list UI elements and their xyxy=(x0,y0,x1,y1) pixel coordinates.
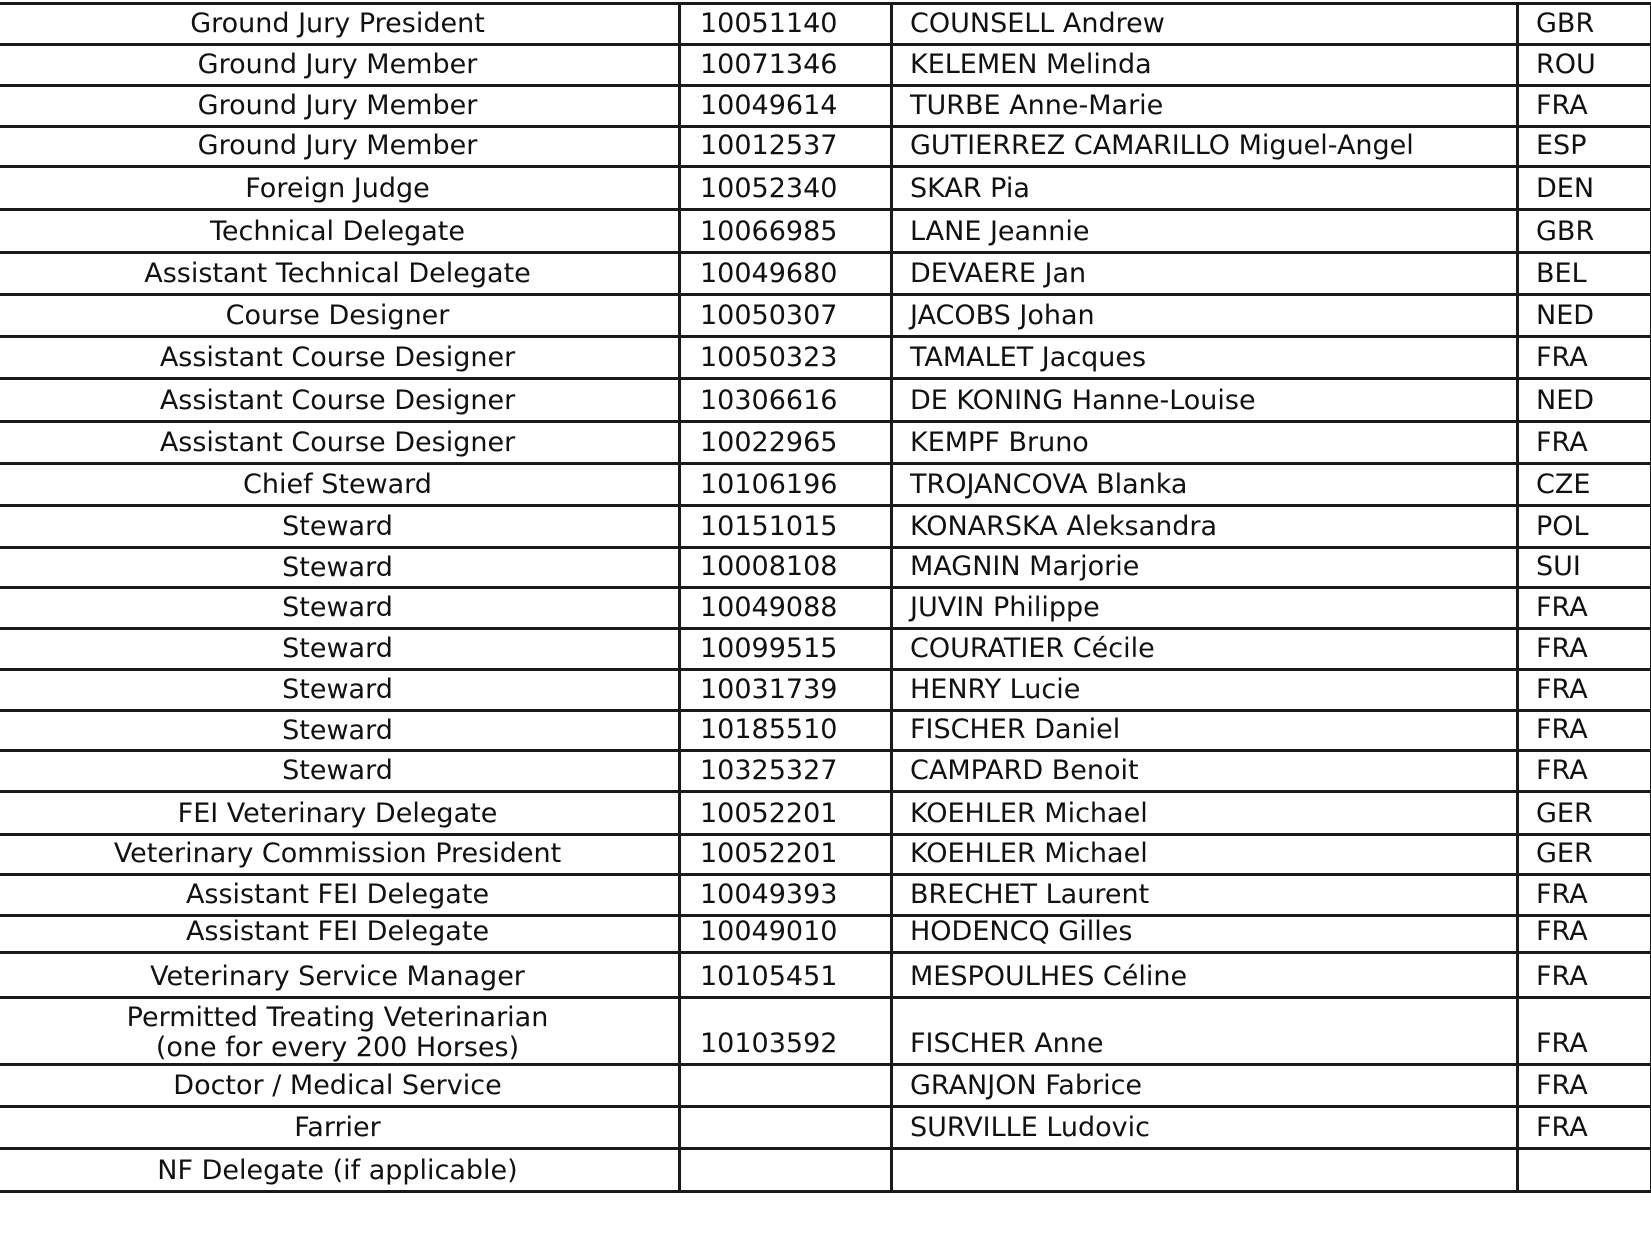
role-cell xyxy=(0,464,680,506)
official-name-cell: MESPOULHES Céline xyxy=(892,953,1518,998)
officials-table-body xyxy=(0,4,1651,1192)
official-name-cell: TURBE Anne-Marie xyxy=(892,86,1518,127)
role-text: Ground Jury Member xyxy=(197,90,478,121)
role-cell xyxy=(0,1149,680,1192)
official-name-cell: KONARSKA Aleksandra xyxy=(892,506,1518,548)
fei-id-cell: 10050307 xyxy=(680,295,892,337)
fei-id-cell: 10099515 xyxy=(680,629,892,670)
fei-id-cell: 10151015 xyxy=(680,506,892,548)
role-cell xyxy=(0,588,680,629)
role-text: FEI Veterinary Delegate xyxy=(177,798,498,829)
official-name-cell: KOEHLER Michael xyxy=(892,792,1518,835)
official-name-cell: GUTIERREZ CAMARILLO Miguel-Angel xyxy=(892,127,1518,167)
role-cell xyxy=(0,422,680,464)
nation-cell: FRA xyxy=(1518,86,1651,127)
official-name-cell xyxy=(892,1149,1518,1192)
nation-cell: FRA xyxy=(1518,1065,1651,1107)
table-row xyxy=(0,953,1651,998)
fei-id-cell: 10031739 xyxy=(680,670,892,711)
role-cell xyxy=(0,127,680,167)
role-text: Ground Jury Member xyxy=(197,49,478,80)
official-name-cell: CAMPARD Benoit xyxy=(892,751,1518,792)
role-text: Steward xyxy=(282,674,393,705)
role-text: Assistant FEI Delegate xyxy=(185,879,490,910)
nation-cell: FRA xyxy=(1518,1107,1651,1149)
official-name-cell: KEMPF Bruno xyxy=(892,422,1518,464)
role-cell xyxy=(0,548,680,588)
nation-cell: GER xyxy=(1518,835,1651,875)
table-row xyxy=(0,295,1651,337)
official-name-cell: GRANJON Fabrice xyxy=(892,1065,1518,1107)
fei-id-cell: 10049010 xyxy=(680,916,892,953)
role-cell xyxy=(0,45,680,86)
official-name-cell: DE KONING Hanne-Louise xyxy=(892,379,1518,422)
nation-cell: FRA xyxy=(1518,953,1651,998)
role-text: Steward xyxy=(282,633,393,664)
role-cell xyxy=(0,4,680,45)
official-name-cell: HODENCQ Gilles xyxy=(892,916,1518,953)
role-text: Course Designer xyxy=(225,300,450,331)
table-row xyxy=(0,86,1651,127)
role-text: Steward xyxy=(282,552,393,583)
role-text: Ground Jury Member xyxy=(197,130,478,161)
nation-cell: GBR xyxy=(1518,210,1651,253)
table-row xyxy=(0,45,1651,86)
fei-id-cell: 10050323 xyxy=(680,337,892,379)
official-name-cell: HENRY Lucie xyxy=(892,670,1518,711)
official-name-cell: JACOBS Johan xyxy=(892,295,1518,337)
table-row xyxy=(0,127,1651,167)
official-name-cell: TROJANCOVA Blanka xyxy=(892,464,1518,506)
role-cell xyxy=(0,998,680,1065)
nation-cell: NED xyxy=(1518,379,1651,422)
role-cell xyxy=(0,86,680,127)
nation-cell: FRA xyxy=(1518,670,1651,711)
role-cell xyxy=(0,1065,680,1107)
role-text: Assistant Course Designer xyxy=(159,342,516,373)
fei-id-cell xyxy=(680,1149,892,1192)
table-row xyxy=(0,506,1651,548)
fei-id-cell: 10071346 xyxy=(680,45,892,86)
nation-cell: GBR xyxy=(1518,4,1651,45)
nation-cell: ESP xyxy=(1518,127,1651,167)
nation-cell: CZE xyxy=(1518,464,1651,506)
role-text: Ground Jury President xyxy=(190,8,485,39)
nation-cell: FRA xyxy=(1518,751,1651,792)
official-name-cell: COURATIER Cécile xyxy=(892,629,1518,670)
fei-id-cell: 10052340 xyxy=(680,167,892,210)
fei-id-cell: 10049680 xyxy=(680,253,892,295)
table-row xyxy=(0,1065,1651,1107)
table-row xyxy=(0,835,1651,875)
nation-cell: POL xyxy=(1518,506,1651,548)
official-name-cell: MAGNIN Marjorie xyxy=(892,548,1518,588)
official-name-cell: SURVILLE Ludovic xyxy=(892,1107,1518,1149)
role-cell xyxy=(0,629,680,670)
table-row xyxy=(0,210,1651,253)
role-text: Steward xyxy=(282,715,393,746)
role-text: Steward xyxy=(282,592,393,623)
fei-id-cell: 10052201 xyxy=(680,835,892,875)
table-row xyxy=(0,711,1651,751)
nation-cell: SUI xyxy=(1518,548,1651,588)
official-name-cell: FISCHER Anne xyxy=(892,998,1518,1065)
table-row xyxy=(0,379,1651,422)
fei-id-cell: 10106196 xyxy=(680,464,892,506)
role-text: Foreign Judge xyxy=(245,173,430,204)
nation-cell: FRA xyxy=(1518,629,1651,670)
role-text: Assistant Course Designer xyxy=(159,427,516,458)
role-text: Farrier xyxy=(294,1112,381,1143)
role-cell xyxy=(0,506,680,548)
table-row xyxy=(0,998,1651,1065)
fei-id-cell xyxy=(680,1107,892,1149)
official-name-cell: DEVAERE Jan xyxy=(892,253,1518,295)
nation-cell: BEL xyxy=(1518,253,1651,295)
nation-cell: NED xyxy=(1518,295,1651,337)
role-text: Chief Steward xyxy=(243,469,432,500)
role-cell xyxy=(0,295,680,337)
table-row xyxy=(0,916,1651,953)
role-text: Assistant Technical Delegate xyxy=(144,258,531,289)
role-cell xyxy=(0,210,680,253)
table-row xyxy=(0,548,1651,588)
nation-cell: DEN xyxy=(1518,167,1651,210)
table-row xyxy=(0,167,1651,210)
table-row xyxy=(0,875,1651,916)
fei-id-cell: 10103592 xyxy=(680,998,892,1065)
official-name-cell: KELEMEN Melinda xyxy=(892,45,1518,86)
role-cell xyxy=(0,835,680,875)
official-name-cell: LANE Jeannie xyxy=(892,210,1518,253)
role-cell xyxy=(0,167,680,210)
nation-cell xyxy=(1518,1149,1651,1192)
fei-id-cell: 10325327 xyxy=(680,751,892,792)
official-name-cell: SKAR Pia xyxy=(892,167,1518,210)
fei-id-cell: 10051140 xyxy=(680,4,892,45)
role-text: Assistant Course Designer xyxy=(159,385,516,416)
nation-cell: FRA xyxy=(1518,337,1651,379)
official-name-cell: FISCHER Daniel xyxy=(892,711,1518,751)
role-text: Steward xyxy=(282,511,393,542)
fei-id-cell: 10052201 xyxy=(680,792,892,835)
role-cell xyxy=(0,379,680,422)
table-row xyxy=(0,1149,1651,1192)
table-row xyxy=(0,422,1651,464)
nation-cell: GER xyxy=(1518,792,1651,835)
role-cell xyxy=(0,953,680,998)
role-cell xyxy=(0,253,680,295)
fei-id-cell: 10105451 xyxy=(680,953,892,998)
official-name-cell: KOEHLER Michael xyxy=(892,835,1518,875)
role-text: Technical Delegate xyxy=(210,216,465,247)
role-cell xyxy=(0,875,680,916)
table-row xyxy=(0,751,1651,792)
role-text: NF Delegate (if applicable) xyxy=(157,1155,518,1186)
fei-id-cell: 10306616 xyxy=(680,379,892,422)
role-text: Permitted Treating Veterinarian xyxy=(126,1002,549,1033)
table-row xyxy=(0,4,1651,45)
official-name-cell: JUVIN Philippe xyxy=(892,588,1518,629)
role-text: Assistant FEI Delegate xyxy=(185,916,490,947)
role-text: Steward xyxy=(282,755,393,786)
table-row xyxy=(0,253,1651,295)
nation-cell: FRA xyxy=(1518,875,1651,916)
nation-cell: ROU xyxy=(1518,45,1651,86)
officials-table xyxy=(0,2,1651,1193)
fei-id-cell: 10049614 xyxy=(680,86,892,127)
role-cell xyxy=(0,916,680,953)
nation-cell: FRA xyxy=(1518,588,1651,629)
table-row xyxy=(0,670,1651,711)
fei-id-cell: 10049393 xyxy=(680,875,892,916)
table-row xyxy=(0,792,1651,835)
role-cell xyxy=(0,1107,680,1149)
fei-id-cell xyxy=(680,1065,892,1107)
role-text: Doctor / Medical Service xyxy=(173,1070,502,1101)
role-cell xyxy=(0,337,680,379)
role-cell xyxy=(0,751,680,792)
official-name-cell: BRECHET Laurent xyxy=(892,875,1518,916)
role-text: Veterinary Commission President xyxy=(113,838,562,869)
fei-id-cell: 10185510 xyxy=(680,711,892,751)
role-cell xyxy=(0,670,680,711)
table-row xyxy=(0,629,1651,670)
fei-id-cell: 10012537 xyxy=(680,127,892,167)
nation-cell: FRA xyxy=(1518,998,1651,1065)
role-text: Veterinary Service Manager xyxy=(150,961,525,992)
fei-id-cell: 10049088 xyxy=(680,588,892,629)
table-row xyxy=(0,1107,1651,1149)
role-cell xyxy=(0,711,680,751)
nation-cell: FRA xyxy=(1518,422,1651,464)
fei-id-cell: 10022965 xyxy=(680,422,892,464)
nation-cell: FRA xyxy=(1518,711,1651,751)
fei-id-cell: 10066985 xyxy=(680,210,892,253)
role-cell xyxy=(0,792,680,835)
table-row xyxy=(0,588,1651,629)
table-row xyxy=(0,337,1651,379)
fei-id-cell: 10008108 xyxy=(680,548,892,588)
official-name-cell: TAMALET Jacques xyxy=(892,337,1518,379)
table-row xyxy=(0,464,1651,506)
nation-cell: FRA xyxy=(1518,916,1651,953)
official-name-cell: COUNSELL Andrew xyxy=(892,4,1518,45)
role-text: (one for every 200 Horses) xyxy=(155,1032,520,1063)
